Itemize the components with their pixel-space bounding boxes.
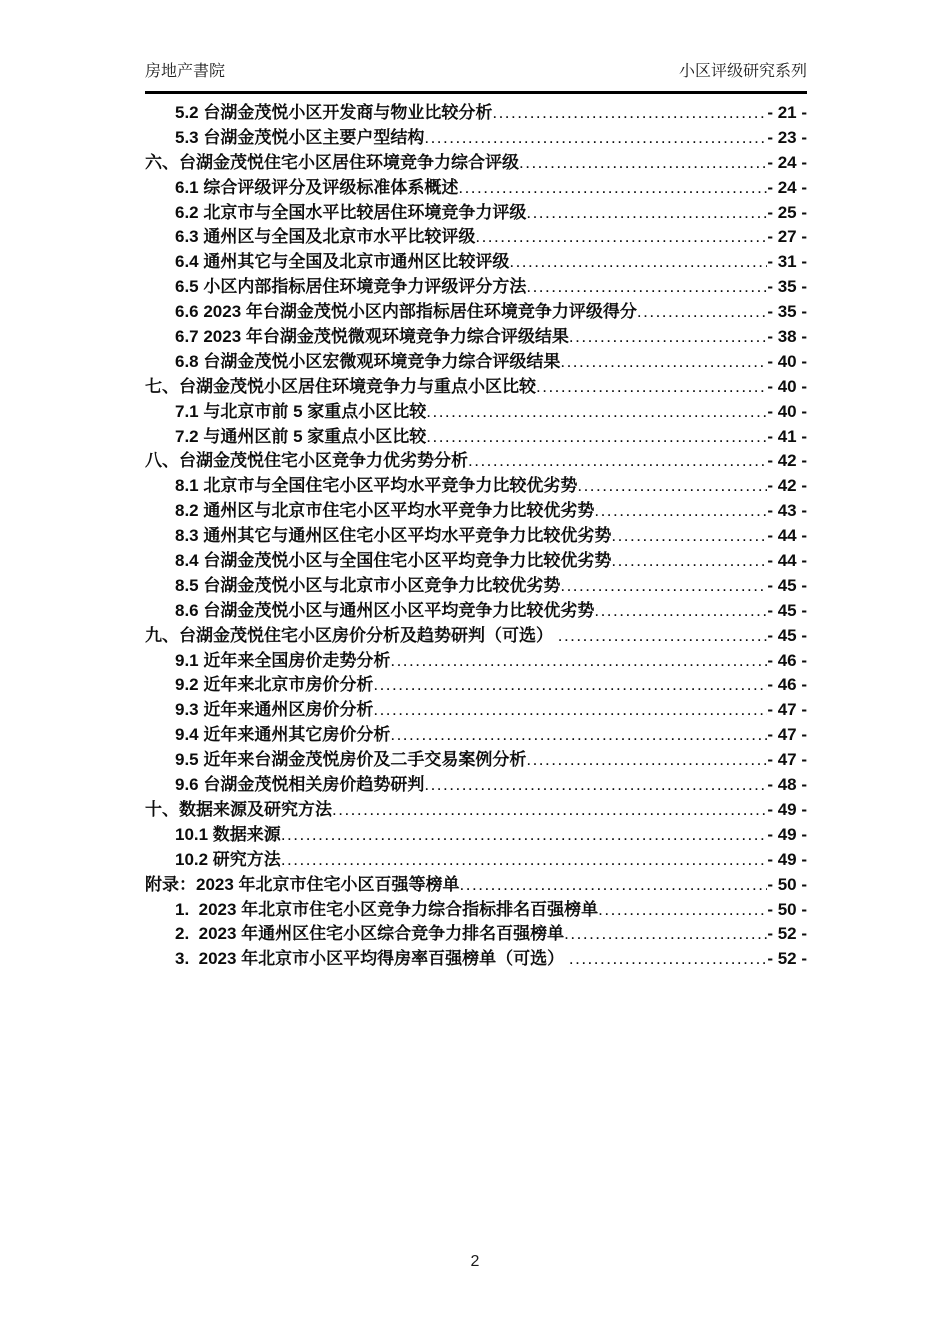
toc-entry-label: 6.8 台湖金茂悦小区宏微观环境竞争力综合评级结果	[175, 351, 561, 371]
dot-leader	[611, 549, 767, 574]
dot-leader	[390, 723, 767, 748]
toc-entry	[145, 176, 807, 201]
dot-leader	[569, 325, 767, 350]
dot-leader	[560, 350, 767, 375]
toc-entry	[145, 350, 807, 375]
toc-entry-label: 6.2 北京市与全国水平比较居住环境竞争力评级	[175, 202, 527, 222]
toc-entry-page: - 24 -	[767, 152, 807, 172]
toc-entry-page: - 43 -	[767, 501, 807, 521]
toc-entry-page: - 45 -	[767, 600, 807, 620]
toc-entry-label: 9.1 近年来全国房价走势分析	[175, 650, 391, 670]
toc-entry	[145, 599, 807, 624]
toc-entry-label: 6.6 2023 年台湖金茂悦小区内部指标居住环境竞争力评级得分	[175, 302, 637, 322]
toc-entry-label: 5.3 台湖金茂悦小区主要户型结构	[175, 127, 425, 147]
toc-entry-label: 9.3 近年来通州区房价分析	[175, 700, 374, 720]
toc-entry-label: 10.2 研究方法	[175, 849, 281, 869]
toc-entry-label: 8.3 通州其它与通州区住宅小区平均水平竞争力比较优劣势	[175, 526, 612, 546]
toc-entry	[145, 101, 807, 126]
toc-entry	[145, 375, 807, 400]
toc-entry-page: - 49 -	[767, 824, 807, 844]
dot-leader	[526, 275, 767, 300]
toc-entry-label: 七、台湖金茂悦小区居住环境竞争力与重点小区比较	[145, 376, 536, 396]
dot-leader	[611, 524, 767, 549]
toc-entry	[145, 574, 807, 599]
toc-entry-label: 2. 2023 年通州区住宅小区综合竞争力排名百强榜单	[175, 924, 565, 944]
toc-entry-label: 6.5 小区内部指标居住环境竞争力评级评分方法	[175, 277, 527, 297]
toc-entry-label: 1. 2023 年北京市住宅小区竞争力综合指标排名百强榜单	[175, 899, 599, 919]
table-of-contents	[145, 101, 807, 972]
toc-entry	[145, 823, 807, 848]
dot-leader	[594, 499, 767, 524]
toc-entry	[145, 250, 807, 275]
dot-leader	[558, 624, 768, 649]
toc-entry-label: 5.2 台湖金茂悦小区开发商与物业比较分析	[175, 103, 493, 122]
toc-entry-page: - 41 -	[767, 426, 807, 446]
toc-entry-page: - 35 -	[767, 302, 807, 322]
dot-leader	[424, 126, 767, 151]
dot-leader	[519, 151, 767, 176]
toc-entry-page: - 45 -	[767, 575, 807, 595]
toc-entry-label: 8.5 台湖金茂悦小区与北京市小区竞争力比较优劣势	[175, 575, 561, 595]
toc-entry-label: 十、数据来源及研究方法	[145, 799, 332, 819]
toc-entry	[145, 300, 807, 325]
toc-entry	[145, 275, 807, 300]
toc-entry-label: 6.7 2023 年台湖金茂悦微观环境竞争力综合评级结果	[175, 327, 569, 347]
dot-leader	[594, 599, 767, 624]
toc-entry-page: - 38 -	[767, 327, 807, 347]
toc-entry	[145, 624, 807, 649]
dot-leader	[281, 848, 768, 873]
toc-entry-page: - 45 -	[767, 625, 807, 645]
dot-leader	[460, 873, 768, 898]
toc-entry-label: 6.4 通州其它与全国及北京市通州区比较评级	[175, 252, 510, 272]
toc-entry	[145, 524, 807, 549]
dot-leader	[536, 375, 767, 400]
toc-entry-page: - 42 -	[767, 451, 807, 471]
dot-leader	[426, 425, 767, 450]
dot-leader	[526, 748, 767, 773]
toc-entry-page: - 52 -	[767, 949, 807, 969]
toc-entry-page: - 49 -	[767, 799, 807, 819]
dot-leader	[569, 947, 767, 972]
toc-entry-label: 3. 2023 年北京市小区平均得房率百强榜单（可选）	[175, 949, 569, 969]
toc-entry-page: - 40 -	[767, 401, 807, 421]
toc-entry	[145, 425, 807, 450]
dot-leader	[332, 798, 767, 823]
toc-entry-page: - 21 -	[767, 103, 807, 122]
toc-entry-label: 8.6 台湖金茂悦小区与通州区小区平均竞争力比较优劣势	[175, 600, 595, 620]
header-right-text: 小区评级研究系列	[678, 63, 807, 80]
toc-entry-page: - 49 -	[767, 849, 807, 869]
toc-entry	[145, 474, 807, 499]
toc-entry-page: - 31 -	[767, 252, 807, 272]
toc-entry-label: 9.6 台湖金茂悦相关房价趋势研判	[175, 775, 425, 795]
toc-entry-label: 8.2 通州区与北京市住宅小区平均水平竞争力比较优劣势	[175, 501, 595, 521]
toc-entry-page: - 24 -	[767, 177, 807, 197]
toc-entry	[145, 947, 807, 972]
toc-entry-page: - 46 -	[767, 675, 807, 695]
toc-entry-label: 八、台湖金茂悦住宅小区竞争力优劣势分析	[145, 451, 468, 471]
toc-entry	[145, 201, 807, 226]
toc-entry	[145, 649, 807, 674]
dot-leader	[458, 176, 767, 201]
dot-leader	[426, 400, 767, 425]
toc-entry-label: 6.3 通州区与全国及北京市水平比较评级	[175, 227, 476, 247]
dot-leader	[468, 449, 767, 474]
toc-entry	[145, 873, 807, 898]
toc-entry	[145, 748, 807, 773]
page-header	[145, 58, 807, 94]
toc-entry-page: - 52 -	[767, 924, 807, 944]
toc-entry-label: 9.5 近年来台湖金茂悦房价及二手交易案例分析	[175, 750, 527, 770]
toc-entry-page: - 50 -	[767, 899, 807, 919]
dot-leader	[424, 773, 767, 798]
toc-entry-page: - 47 -	[767, 725, 807, 745]
toc-entry	[145, 773, 807, 798]
toc-entry-page: - 40 -	[767, 376, 807, 396]
toc-entry	[145, 723, 807, 748]
toc-entry-page: - 46 -	[767, 650, 807, 670]
toc-entry	[145, 898, 807, 923]
dot-leader	[373, 673, 767, 698]
toc-entry-label: 6.1 综合评级评分及评级标准体系概述	[175, 177, 459, 197]
toc-entry-page: - 40 -	[767, 351, 807, 371]
toc-entry-label: 附录：2023 年北京市住宅小区百强等榜单	[145, 874, 460, 894]
toc-entry-page: - 35 -	[767, 277, 807, 297]
toc-entry-page: - 48 -	[767, 775, 807, 795]
toc-entry-label: 8.1 北京市与全国住宅小区平均水平竞争力比较优劣势	[175, 476, 578, 496]
toc-entry	[145, 151, 807, 176]
toc-entry-label: 8.4 台湖金茂悦小区与全国住宅小区平均竞争力比较优劣势	[175, 551, 612, 571]
header-left-text: 房地产書院	[145, 63, 226, 80]
toc-entry	[145, 126, 807, 151]
toc-entry-label: 10.1 数据来源	[175, 824, 281, 844]
toc-entry	[145, 698, 807, 723]
toc-entry-label: 六、台湖金茂悦住宅小区居住环境竞争力综合评级	[145, 152, 519, 172]
dot-leader	[281, 823, 768, 848]
toc-entry	[145, 325, 807, 350]
toc-entry-label: 7.2 与通州区前 5 家重点小区比较	[175, 426, 427, 446]
toc-entry-label: 九、台湖金茂悦住宅小区房价分析及趋势研判（可选）	[145, 625, 558, 645]
toc-entry	[145, 848, 807, 873]
dot-leader	[637, 300, 767, 325]
toc-entry	[145, 400, 807, 425]
toc-entry-label: 9.2 近年来北京市房价分析	[175, 675, 374, 695]
toc-entry-page: - 47 -	[767, 700, 807, 720]
toc-entry	[145, 449, 807, 474]
toc-entry-page: - 23 -	[767, 127, 807, 147]
dot-leader	[475, 225, 767, 250]
toc-entry-page: - 42 -	[767, 476, 807, 496]
dot-leader	[509, 250, 767, 275]
toc-entry	[145, 549, 807, 574]
page-footer	[0, 1253, 950, 1271]
toc-entry-page: - 50 -	[767, 874, 807, 894]
dot-leader	[564, 922, 767, 947]
dot-leader	[373, 698, 767, 723]
toc-entry-page: - 25 -	[767, 202, 807, 222]
dot-leader	[492, 101, 767, 126]
dot-leader	[560, 574, 767, 599]
toc-entry-page: - 47 -	[767, 750, 807, 770]
dot-leader	[598, 898, 767, 923]
toc-entry-label: 7.1 与北京市前 5 家重点小区比较	[175, 401, 427, 421]
dot-leader	[390, 649, 767, 674]
toc-entry-page: - 44 -	[767, 526, 807, 546]
toc-entry	[145, 225, 807, 250]
toc-entry	[145, 673, 807, 698]
toc-entry	[145, 922, 807, 947]
toc-entry	[145, 499, 807, 524]
dot-leader	[577, 474, 767, 499]
dot-leader	[526, 201, 767, 226]
toc-entry	[145, 798, 807, 823]
toc-entry-label: 9.4 近年来通州其它房价分析	[175, 725, 391, 745]
toc-entry-page: - 44 -	[767, 551, 807, 571]
toc-entry-page: - 27 -	[767, 227, 807, 247]
page-number: 2	[470, 1253, 480, 1270]
